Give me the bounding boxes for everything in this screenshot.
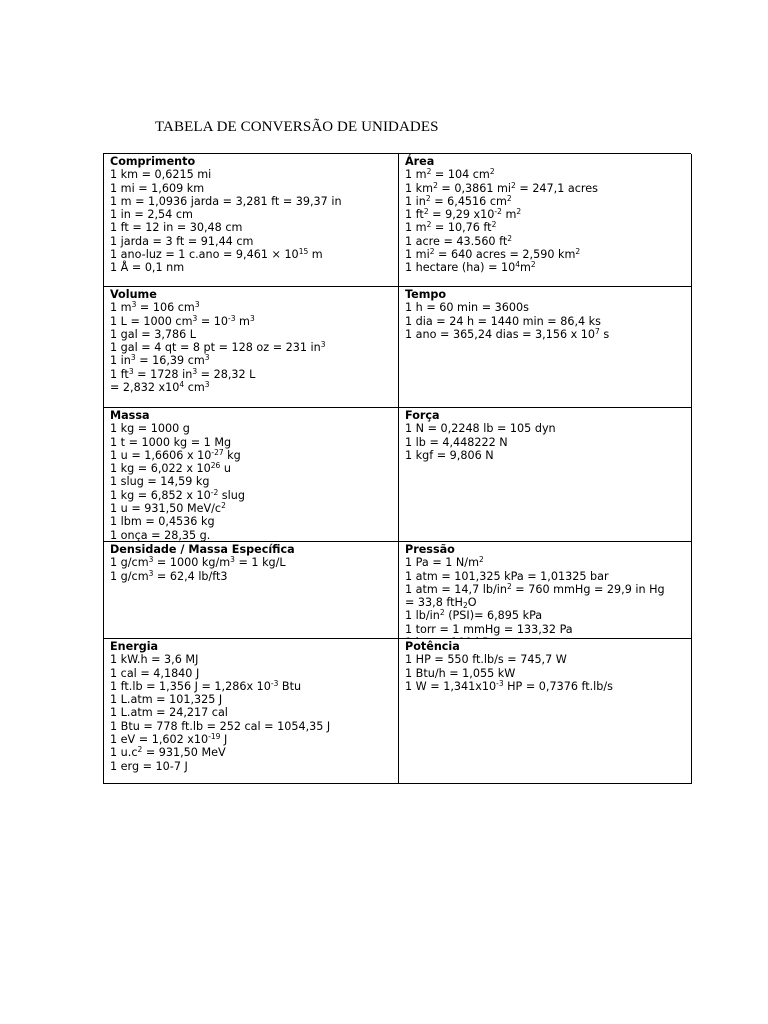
conversion-line: 1 L.atm = 101,325 J bbox=[110, 693, 223, 707]
conversion-line: 1 km = 0,6215 mi bbox=[110, 168, 212, 182]
conversion-line: 1 $m^3 = 106$ $cm^3$ bbox=[110, 300, 200, 315]
conversion-line: 1 $u.c^2 = 931,50$ MeV bbox=[110, 745, 226, 760]
conversion-line: 1 N = 0,2248 lb = 105 dyn bbox=[405, 422, 556, 436]
conversion-line: 1 $W = 1,341x10^{-3}$ HP = 0,7376 ft.lb/s bbox=[405, 678, 613, 693]
conversion-line: 1 onça = 28,35 g. bbox=[110, 528, 211, 542]
conversion-line: 1 acre = 43.560 $ft^2$ bbox=[405, 233, 513, 248]
table-cell bbox=[104, 287, 399, 408]
cell-heading: Área bbox=[405, 155, 435, 168]
conversion-line: 1 Btu/h = 1,055 kW bbox=[405, 666, 516, 680]
conversion-line: 1 $g/cm^3 = 1000$ $kg/m^3 = 1$ kg/L bbox=[110, 555, 286, 570]
cell-heading: Força bbox=[405, 409, 440, 422]
conversion-line: 1 in = 2,54 cm bbox=[110, 208, 193, 222]
conversion-table bbox=[103, 153, 691, 784]
conversion-line: 1 atm = 14,7 $lb/in^2 = 760$ mmHg = 29,9 in Hg bbox=[405, 581, 665, 596]
conversion-line: 1 $ft^3 = 1728$ $in^3 = 28,32$ L bbox=[110, 366, 256, 381]
conversion-line: 1 $in^2 = 6,4516$ $cm^2$ bbox=[405, 193, 512, 208]
conversion-line: 1 erg = 10-7 J bbox=[110, 759, 188, 773]
conversion-line: 1 kg = 6,022 x $10^{26}$ u bbox=[110, 461, 231, 476]
conversion-line: 1 $lb/in^2$ (PSI)= 6,895 kPa bbox=[405, 608, 543, 623]
conversion-line: 1 ano = 365,24 dias = 3,156 x $10^7$ s bbox=[405, 326, 610, 341]
table-cell bbox=[399, 542, 692, 639]
conversion-line: 1 kg = 1000 g bbox=[110, 422, 190, 436]
conversion-line: 1 dia = 24 h = 1440 min = 86,4 ks bbox=[405, 314, 601, 328]
conversion-line: 1 Pa = 1 $N/m^2$ bbox=[405, 555, 484, 570]
conversion-line: 1 $mi^2 = 640$ acres = 2,590 $km^2$ bbox=[405, 247, 581, 262]
conversion-line: 1 $ft^2 = 9,29$ $x10^{-2}$ $m^2$ bbox=[405, 207, 522, 222]
conversion-line: 1 HP = 550 ft.lb/s = 745,7 W bbox=[405, 653, 567, 667]
conversion-line: 1 eV = 1,602 $x10^{-19}$ J bbox=[110, 732, 228, 747]
document-title: TABELA DE CONVERSÃO DE UNIDADES bbox=[155, 119, 439, 135]
conversion-line: 1 t = 1000 kg = 1 Mg bbox=[110, 435, 232, 449]
conversion-line: 1 hectare $(ha) = 10^4m^2$ bbox=[405, 260, 536, 275]
conversion-line: 1 Btu = 778 ft.lb = 252 cal = 1054,35 J bbox=[110, 719, 331, 733]
conversion-line: 1 gal = 3,786 L bbox=[110, 327, 197, 341]
conversion-line: 1 L.atm = 24,217 cal bbox=[110, 706, 228, 720]
table-cell bbox=[104, 639, 399, 784]
conversion-line: 1 ano-luz = 1 $c.ano = 9,461 \times 10^{15}$ m bbox=[110, 247, 323, 262]
conversion-line: 1 $m^2 = 10,76$ $ft^2$ bbox=[405, 220, 497, 235]
conversion-line: 1 u = 1,6606 x $10^{-27}$ kg bbox=[110, 447, 241, 462]
conversion-line: 1 $g/cm^3 = 62,4$ lb/ft3 bbox=[110, 568, 228, 583]
conversion-line: 1 kgf = 9,806 N bbox=[405, 448, 494, 462]
conversion-line: 1 m = 1,0936 jarda = 3,281 ft = 39,37 in bbox=[110, 194, 342, 208]
table-cell bbox=[399, 408, 692, 542]
cell-heading: Potência bbox=[405, 640, 460, 653]
conversion-line: = 2,832 $x10^4$ $cm^3$ bbox=[110, 380, 210, 395]
conversion-line: 1 ft = 12 in = 30,48 cm bbox=[110, 221, 243, 235]
cell-heading: Volume bbox=[110, 288, 157, 301]
cell-heading: Densidade / Massa Específica bbox=[110, 543, 295, 556]
cell-heading: Pressão bbox=[405, 543, 455, 556]
conversion-line: = 33,8 ftH$_2$O bbox=[405, 596, 477, 611]
table-cell bbox=[104, 154, 399, 287]
conversion-line: 1 mi = 1,609 km bbox=[110, 181, 205, 195]
conversion-line: 1 $m^2 = 104$ $cm^2$ bbox=[405, 167, 495, 182]
conversion-line: 1 $in^3 = 16,39$ $cm^3$ bbox=[110, 353, 210, 368]
cell-heading: Comprimento bbox=[110, 155, 196, 168]
conversion-line: 1 u = 931,50 MeV/$c^2$ bbox=[110, 501, 226, 516]
conversion-line: 1 atm = 101,325 kPa = 1,01325 bar bbox=[405, 569, 609, 583]
cell-heading: Tempo bbox=[405, 288, 447, 301]
conversion-line: 1 L = 1000 $cm^3 = 10^{-3}$ $m^3$ bbox=[110, 313, 255, 328]
table-cell bbox=[104, 408, 399, 542]
conversion-line: 1 slug = 14,59 kg bbox=[110, 475, 210, 489]
table-cell bbox=[104, 542, 399, 639]
table-cell bbox=[399, 154, 692, 287]
cell-heading: Energia bbox=[110, 640, 159, 653]
conversion-line: 1 $km^2 = 0,3861$ $mi^2 = 247,1$ acres bbox=[405, 180, 598, 195]
conversion-line: 1 jarda = 3 ft = 91,44 cm bbox=[110, 234, 254, 248]
conversion-line: 1 kg = 6,852 x $10^{-2}$ slug bbox=[110, 487, 245, 502]
conversion-line: 1 kW.h = 3,6 MJ bbox=[110, 653, 199, 667]
conversion-line: 1 gal = 4 qt = 8 pt = 128 oz = 231 $in^3$ bbox=[110, 340, 326, 355]
conversion-line: 1 cal = 4,1840 J bbox=[110, 666, 200, 680]
table-cell bbox=[399, 287, 692, 408]
conversion-line: 1 ft.lb = 1,356 J = 1,286x $10^{-3}$ Btu bbox=[110, 678, 302, 693]
conversion-line: 1 lb = 4,448222 N bbox=[405, 435, 508, 449]
conversion-line: 1 Å = 0,1 nm bbox=[110, 261, 185, 275]
table-cell bbox=[399, 639, 692, 784]
conversion-line: 1 h = 60 min = 3600s bbox=[405, 301, 529, 315]
conversion-line: 1 lbm = 0,4536 kg bbox=[110, 515, 215, 529]
conversion-line: 1 torr = 1 mmHg = 133,32 Pa bbox=[405, 622, 573, 636]
cell-heading: Massa bbox=[110, 409, 150, 422]
